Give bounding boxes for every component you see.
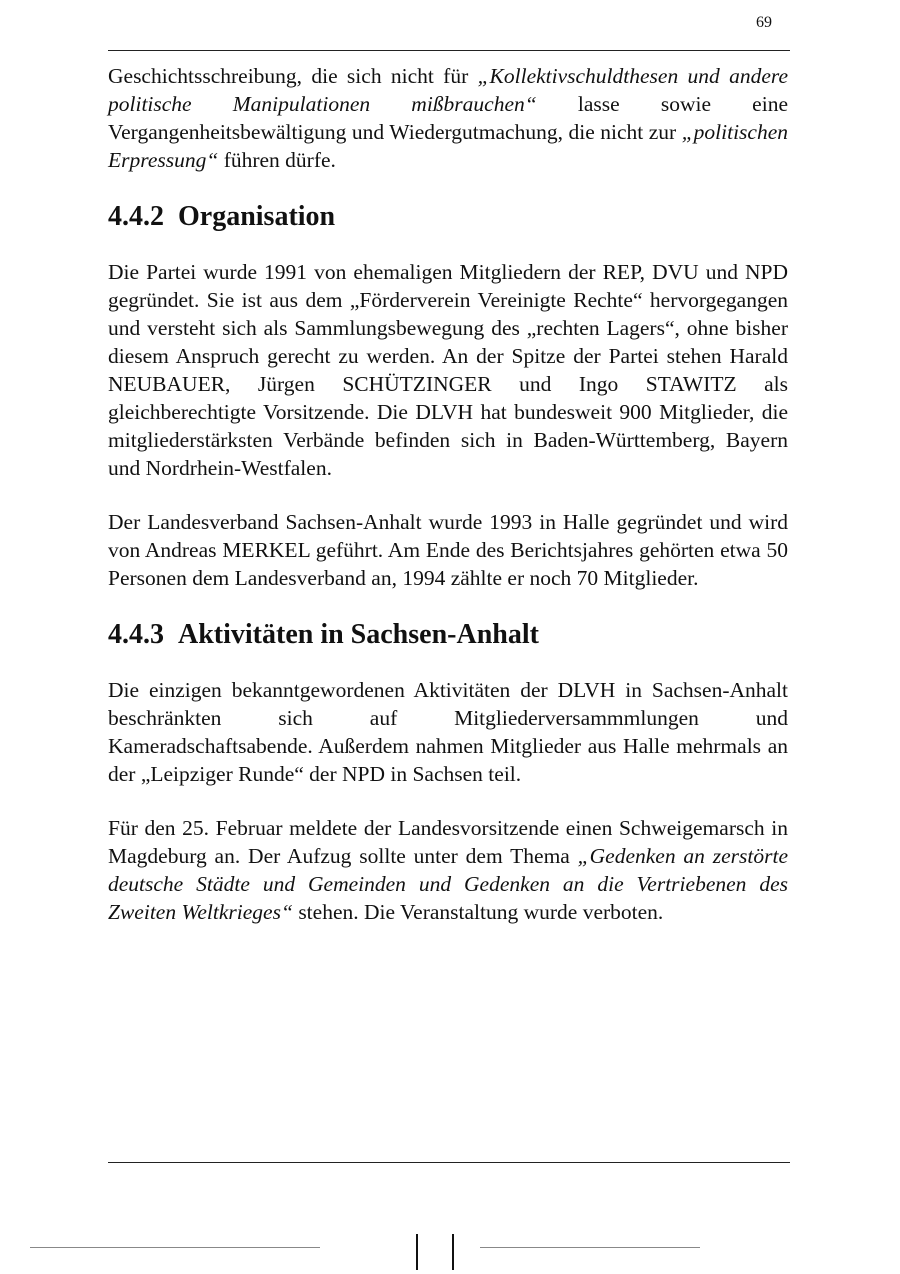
section-heading-organisation — [108, 200, 788, 234]
section-number: 4.4.3 — [108, 619, 164, 650]
header-rule — [108, 50, 790, 51]
intro-text-3: führen dürfe. — [218, 148, 336, 172]
intro-quote-1: „Kollektivschuldthesen und andere politische Manipulationen mißbrauchen“ — [108, 64, 788, 116]
section-title: Aktivitäten in Sachsen-Anhalt — [178, 619, 539, 650]
aktivitaeten-text-1: Für den 25. Februar meldete der Landesvorsitzende einen Schweigemarsch in Magdeburg an. Der Aufzug sollte unter dem Thema — [108, 816, 788, 868]
organisation-paragraph-1: Die Partei wurde 1991 von ehemaligen Mitgliedern der REP, DVU und NPD gegründet. Sie ist aus dem „Förderverein Vereinigte Rechte“ hervorgegangen und versteht sich als Sammlungsbewegung des „rechten Lagers“, ohne bisher diesem Anspruch gerecht zu werden. An der Spitze der Partei stehen Harald NEUBAUER, Jürgen SCHÜTZINGER und Ingo STAWITZ als gleichberechtigte Vorsitzende. Die DLVH hat bundesweit 900 Mitglieder, die mitgliederstärksten Verbände befinden sich in Baden-Württemberg, Bayern und Nordrhein-Westfalen. — [108, 260, 788, 480]
aktivitaeten-quote: „Gedenken an zerstörte deutsche Städte und Gemeinden und Gedenken an die Vertriebenen des Zweiten Weltkrieges“ — [108, 844, 788, 924]
page-content — [108, 62, 788, 926]
aktivitaeten-text-2: stehen. Die Veranstaltung wurde verboten. — [292, 900, 664, 924]
section-number: 4.4.2 — [108, 201, 164, 232]
intro-quote-2: „politischen Erpressung“ — [108, 120, 788, 172]
organisation-paragraph-2: Der Landesverband Sachsen-Anhalt wurde 1993 in Halle gegründet und wird von Andreas MERKEL geführt. Am Ende des Berichtsjahres gehörten etwa 50 Personen dem Landesverband an, 1994 zählte er noch 70 Mitglieder. — [108, 510, 788, 590]
section-heading-aktivitaeten — [108, 618, 788, 652]
scan-mark-left — [416, 1234, 418, 1270]
section-title: Organisation — [178, 201, 336, 232]
intro-text-2: lasse sowie eine Vergangenheitsbewältigung und Wiedergutmachung, die nicht zur — [108, 92, 788, 144]
intro-paragraph — [108, 62, 788, 174]
scan-mark-right — [452, 1234, 454, 1270]
footer-rule — [108, 1162, 790, 1163]
scan-edge-line-right — [480, 1247, 700, 1248]
page-number: 69 — [756, 14, 772, 31]
intro-text-1: Geschichtsschreibung, die sich nicht für — [108, 64, 478, 88]
aktivitaeten-paragraph-2 — [108, 814, 788, 926]
aktivitaeten-paragraph-1: Die einzigen bekanntgewordenen Aktivitäten der DLVH in Sachsen-Anhalt beschränkten sich auf Mitgliederversammmlungen und Kameradschaftsabende. Außerdem nahmen Mitglieder aus Halle mehrmals an der „Leipziger Runde“ der NPD in Sachsen teil. — [108, 678, 788, 786]
scan-edge-line-left — [30, 1247, 320, 1248]
